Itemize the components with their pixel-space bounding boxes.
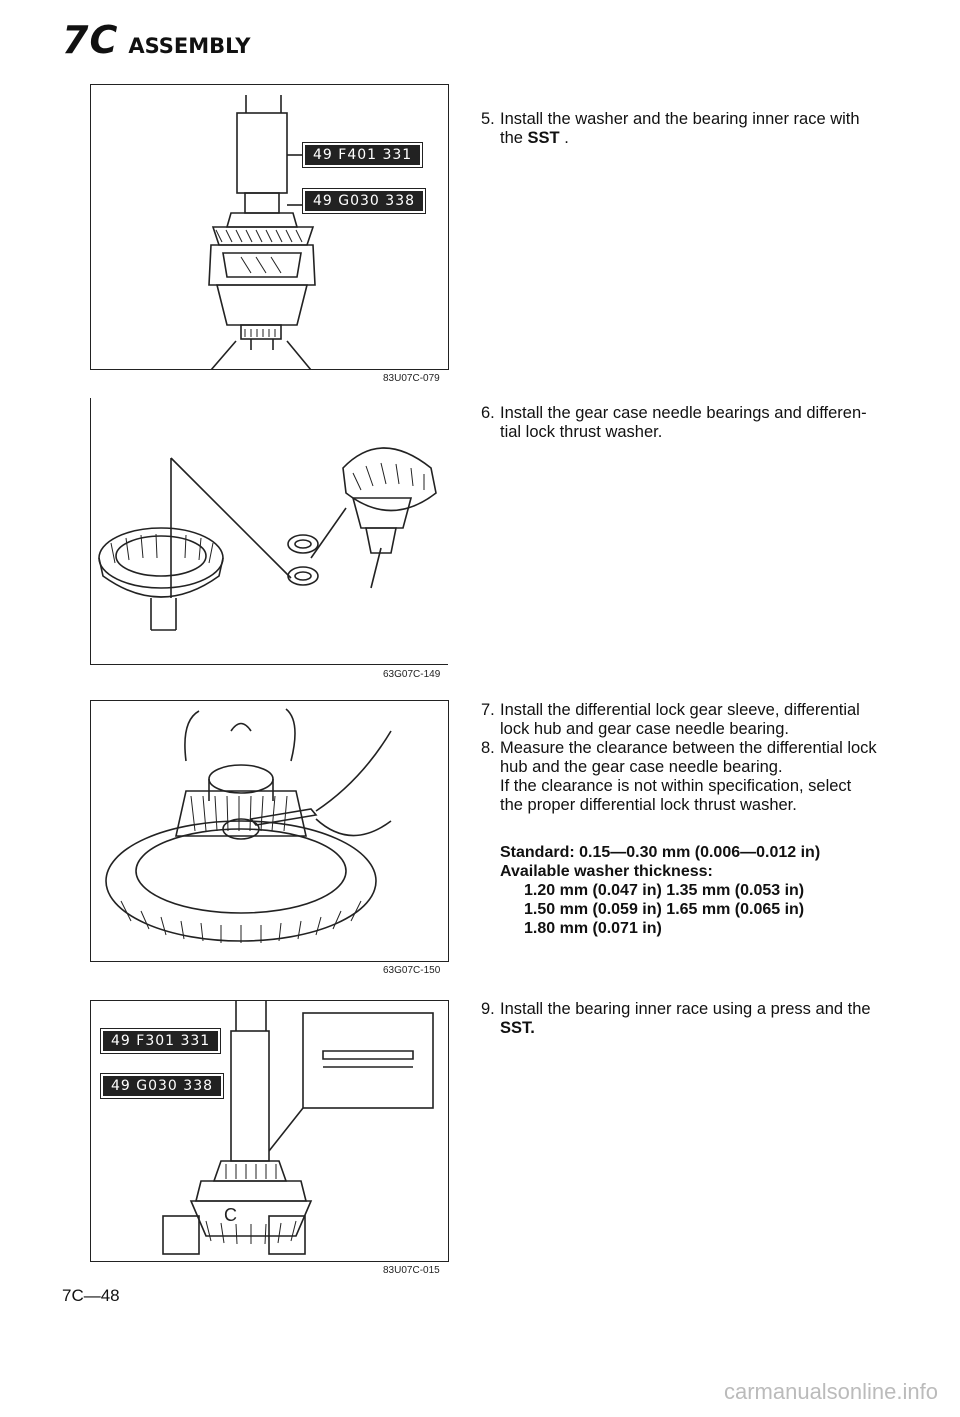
step-text-end: . bbox=[559, 129, 569, 147]
site-watermark: carmanualsonline.info bbox=[723, 1379, 938, 1404]
step-text-cont-3: the proper differential lock thrust washer. bbox=[500, 796, 797, 814]
tool-tag-1: 49 F401 331 bbox=[303, 143, 422, 167]
figure-code-1: 83U07C-079 bbox=[383, 373, 440, 384]
step-text-cont: tial lock thrust washer. bbox=[500, 423, 663, 441]
figure-2-illustration bbox=[91, 398, 448, 664]
step-text: Install the washer and the bearing inner race with bbox=[500, 110, 860, 128]
figure-code-4: 83U07C-015 bbox=[383, 1265, 440, 1276]
step-number: 7. bbox=[481, 701, 495, 719]
step-text-cont: the bbox=[500, 129, 528, 147]
step-text-cont-2: If the clearance is not within specification, select bbox=[500, 777, 852, 795]
step-text-cont: lock hub and gear case needle bearing. bbox=[500, 720, 789, 738]
figure-code-2: 63G07C-149 bbox=[383, 669, 441, 680]
tool-tag-2: 49 G030 338 bbox=[303, 189, 425, 213]
sst-reference: SST. bbox=[500, 1019, 535, 1037]
step-6 bbox=[481, 404, 901, 442]
step-text: Install the differential lock gear sleeve, differential bbox=[500, 701, 860, 719]
thickness-row-2: 1.50 mm (0.059 in) 1.65 mm (0.065 in) bbox=[524, 901, 805, 918]
section-title: ASSEMBLY bbox=[128, 34, 251, 58]
step-text: Install the bearing inner race using a press and the bbox=[500, 1000, 871, 1018]
step-number: 9. bbox=[481, 1000, 495, 1018]
step-number: 8. bbox=[481, 739, 495, 757]
page-number: 7C—48 bbox=[62, 1286, 120, 1305]
figure-needle-bearings-thrust-washer bbox=[90, 398, 448, 665]
available-thickness-heading: Available washer thickness: bbox=[500, 863, 713, 880]
step-number: 5. bbox=[481, 110, 495, 128]
step-8 bbox=[481, 739, 901, 815]
thickness-row-1: 1.20 mm (0.047 in) 1.35 mm (0.053 in) bbox=[524, 882, 805, 899]
figure-code-3: 63G07C-150 bbox=[383, 965, 441, 976]
tool-tag-4: 49 G030 338 bbox=[101, 1074, 223, 1098]
figure-press-washer-bearing bbox=[90, 84, 449, 370]
figure-clearance-measurement bbox=[90, 700, 449, 962]
sst-reference: SST bbox=[527, 129, 560, 147]
step-text: Measure the clearance between the differential lock bbox=[500, 739, 877, 757]
figure-press-bearing-inner-race bbox=[90, 1000, 449, 1262]
section-number: 7C bbox=[62, 18, 119, 62]
section-header bbox=[62, 18, 250, 62]
step-text-cont: hub and the gear case needle bearing. bbox=[500, 758, 783, 776]
specification-block bbox=[500, 843, 920, 938]
step-text: Install the gear case needle bearings and differen- bbox=[500, 404, 867, 422]
standard-clearance: Standard: 0.15—0.30 mm (0.006—0.012 in) bbox=[500, 844, 821, 861]
tool-tag-3: 49 F301 331 bbox=[101, 1029, 220, 1053]
thickness-row-3: 1.80 mm (0.071 in) bbox=[524, 920, 662, 937]
figure-1-illustration bbox=[91, 85, 448, 369]
figure-3-illustration bbox=[91, 701, 448, 961]
step-9 bbox=[481, 1000, 901, 1038]
step-7 bbox=[481, 701, 901, 739]
clearance-mark-label: C bbox=[224, 1205, 237, 1225]
step-5 bbox=[481, 110, 901, 148]
step-number: 6. bbox=[481, 404, 495, 422]
